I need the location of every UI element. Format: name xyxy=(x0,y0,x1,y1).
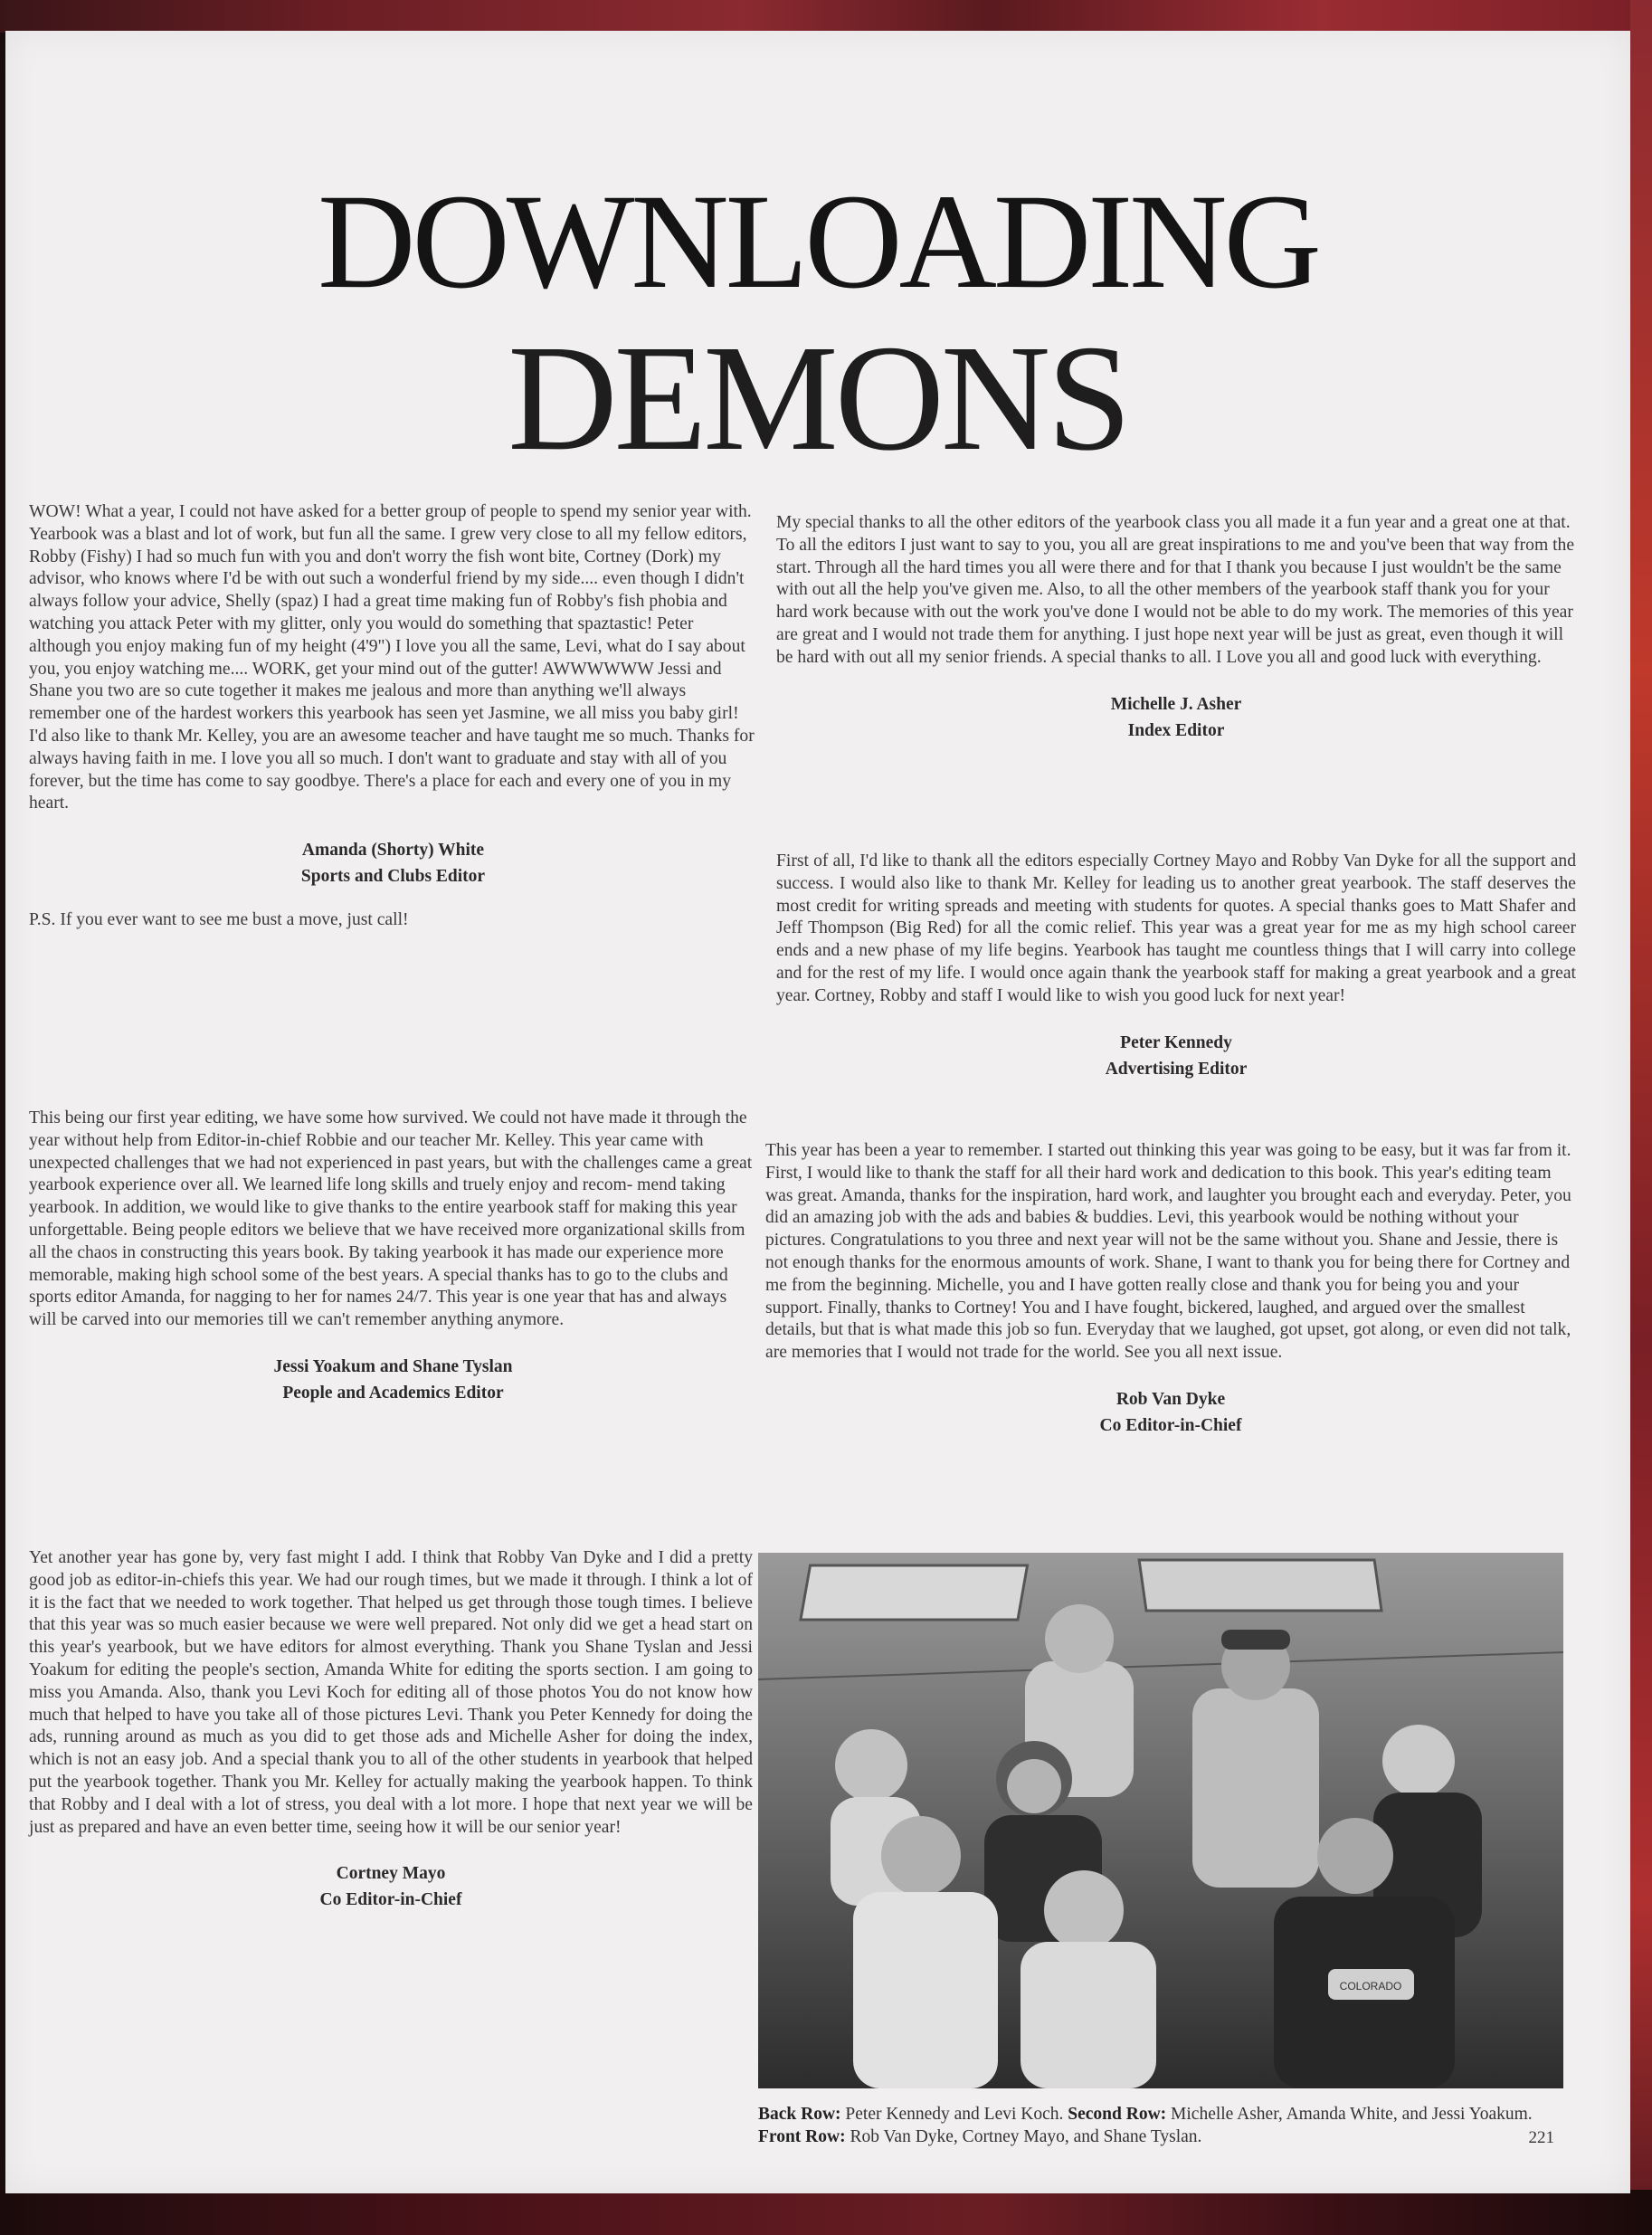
yearbook-page xyxy=(5,31,1630,2193)
signature-role: Co Editor-in-Chief xyxy=(319,1890,462,1910)
caption-second-row-label: Second Row: xyxy=(1068,2105,1167,2124)
group-photo xyxy=(758,1553,1563,2088)
letter-body: This being our first year editing, we have some how survived. We could not have made it through the year without help from Editor-in-chief Robbie and our teacher Mr. Kelley. This year came with unexpected challenges that we had not experienced in past years, but with the challenges came a great yearbook experience over all. We learned life long skills and truely enjoy and recom- mend taking yearbook. In addition, we would like to give thanks to the entire yearbook staff for making this year unforgettable. Being people editors we believe that we have received more organizational skills from all the chaos in constructing this years book. By taking yearbook it has made our experience more memorable, making high school some of the best years. A special thanks has to go to the clubs and sports editor Amanda, for nagging to her for names 24/7. This year is one year that has and always will be carved into our memories till we can't remember anything anymore. xyxy=(29,1108,753,1330)
letter-body: My special thanks to all the other editors of the yearbook class you all made it a fun year and a great one at that. To all the editors I just want to say to you, you all are great inspirations to me and you've been that way from the start. Through all the hard times you all were there and for that I thank you because I just wouldn't be the same with out all the help you've given me. Also, to all the other members of the yearbook staff thank you for your hard work because with out the work you've done I would not be able to do my work. The memories of this year are great and I would not trade them for anything. I just hope next year will be just as great, even though it will be hard with out all my senior friends. A special thanks to all. I Love you all and good luck with everything. xyxy=(776,513,1575,667)
caption-second-row-names: Michelle Asher, Amanda White, and Jessi Yoakum. xyxy=(1171,2105,1533,2124)
caption-back-row-names: Peter Kennedy and Levi Koch. xyxy=(845,2105,1064,2124)
caption-front-row-names: Rob Van Dyke, Cortney Mayo, and Shane Tyslan. xyxy=(850,2127,1202,2146)
signature-name: Amanda (Shorty) White xyxy=(301,841,485,861)
signature-name: Peter Kennedy xyxy=(1120,1032,1232,1052)
letter-jessi-shane xyxy=(29,1108,757,1406)
letter-postscript: P.S. If you ever want to see me bust a move, just call! xyxy=(29,910,409,930)
bottom-border-band xyxy=(0,2190,1652,2235)
letter-rob xyxy=(765,1140,1576,1439)
shirt-logo-text: COLORADO xyxy=(1339,1980,1402,1992)
signature-name: Cortney Mayo xyxy=(336,1864,446,1884)
signature-name: Michelle J. Asher xyxy=(1110,694,1242,714)
letter-signature xyxy=(765,1386,1576,1439)
letter-michelle xyxy=(776,512,1576,744)
letter-signature xyxy=(29,1860,753,1913)
letter-signature xyxy=(29,837,757,889)
page-number: 221 xyxy=(1528,2128,1554,2147)
signature-name: Jessi Yoakum and Shane Tyslan xyxy=(273,1356,513,1376)
signature-role: Sports and Clubs Editor xyxy=(300,867,486,887)
letter-body: WOW! What a year, I could not have asked for a better group of people to spend my senior year with. Yearbook was a blast and lot of work, but fun all the same. I grew very close to all my fellow editors, Robby (Fishy) I had so much fun with you and don't worry the fish wont bite, Cortney (Dork) my advisor, who knows where I'd be with out such a wonderful friend by my side.... even though I didn't always follow your advice, Shelly (spaz) I had a great time making fun of Robby's fish phobia and watching you attack Peter with my glitter, only you would do something that spaztastic! Peter although you enjoy making fun of my height (4'9") I love you all the same, Levi, what do I say about you, you enjoy watching me.... WORK, get your mind out of the gutter! AWWWWWW Jessi and Shane you two are so cute together it makes me jealous and more than anything we'll always remember one of the hardest workers this yearbook has seen yet Jasmine, we all miss you baby girl! I'd also like to thank Mr. Kelley, you are an awesome teacher and have taught me so much. Thanks for always having faith in me. I love you all so much. I don't want to graduate and stay with all of you forever, but the time has come to say goodbye. There's a place for each and every one of you in my heart. xyxy=(29,502,755,813)
letter-body: Yet another year has gone by, very fast might I add. I think that Robby Van Dyke and I did a pretty good job as editor-in-chiefs this year. We had our rough times, but we made it through. I think a lot of it is the fact that we needed to work together. That helped us get through those tough times. I believe that this year was so much easier because we were well prepared. Not only did we get a head start on this year's yearbook, but we have editors for almost everything. Thank you Shane Tyslan and Jessi Yoakum for editing the people's section, Amanda White for editing the sports section. I am going to miss you Amanda. Also, thank you Levi Koch for editing all of those photos You do not know how much that helped to have you take all of those pictures Levi. Thank you Peter Kennedy for doing the ads, running around as much as you did to get those ads and Michelle Asher for doing the index, which is not an easy job. And a special thank you to all of the other students in yearbook that helped put the yearbook together. Thank you Mr. Kelley for actually making the yearbook happen. To think that Robby and I deal with a lot of stress, you deal with a lot more. I hope that next year we will be just as prepared and have an even better time, seeing how it will be our senior year! xyxy=(29,1548,753,1837)
page-title-line-2: DEMONS xyxy=(508,314,1128,482)
page-title-line-1: DOWNLOADING xyxy=(318,166,1318,317)
caption-front-row-label: Front Row: xyxy=(758,2127,846,2146)
photo-caption xyxy=(758,2103,1554,2148)
top-border-band xyxy=(0,0,1652,33)
right-border-band xyxy=(1630,0,1652,2235)
signature-role: Co Editor-in-Chief xyxy=(1099,1415,1242,1435)
letter-cortney xyxy=(29,1547,753,1913)
letter-body: This year has been a year to remember. I started out thinking this year was going to be easy, but it was far from it. First, I would like to thank the staff for all their hard work and dedication to this book. This year's editing team was great. Amanda, thanks for the inspiration, hard work, and laughter you brought each and everyday. Peter, you did an amazing job with the ads and babies & buddies. Levi, this yearbook would be nothing without your pictures. Congratulations to you three and next year will not be the same without you. Shane and Jessie, there is not enough thanks for the enormous amounts of work. Shane, I want to thank you for being there for Cortney and me from the beginning. Michelle, you and I have gotten really close and thank you for being you and your support. Finally, thanks to Cortney! You and I have fought, bickered, laughed, and argued over the smallest details, but that is what made this job so fun. Everyday that we laughed, got upset, got along, or even did not talk, are memories that I would not trade for the world. See you all next issue. xyxy=(765,1141,1571,1363)
caption-back-row-label: Back Row: xyxy=(758,2105,841,2124)
letter-peter xyxy=(776,851,1576,1082)
signature-name: Rob Van Dyke xyxy=(1116,1389,1226,1409)
letter-body: First of all, I'd like to thank all the editors especially Cortney Mayo and Robby Van Dyke for all the support and success. I would also like to thank Mr. Kelley for leading us to another great yearbook. The staff deserves the most credit for writing spreads and meeting with students for quotes. A special thanks goes to Matt Shafer and Jeff Thompson (Big Red) for all the comic relief. This year was a great year for me as my high school career ends and a new phase of my life begins. Yearbook has taught me countless things that I will carry into college and for the rest of my life. I would once again thank the yearbook staff for making a great yearbook and a great year. Cortney, Robby and staff I would like to wish you good luck for next year! xyxy=(776,851,1576,1005)
signature-role: Advertising Editor xyxy=(1105,1059,1248,1079)
group-photo-illustration xyxy=(758,1553,1563,2088)
letter-signature xyxy=(776,691,1576,744)
letter-amanda xyxy=(29,501,757,932)
letter-signature xyxy=(29,1354,757,1406)
letter-signature xyxy=(776,1030,1576,1082)
signature-role: Index Editor xyxy=(1127,720,1225,740)
signature-role: People and Academics Editor xyxy=(282,1383,504,1403)
